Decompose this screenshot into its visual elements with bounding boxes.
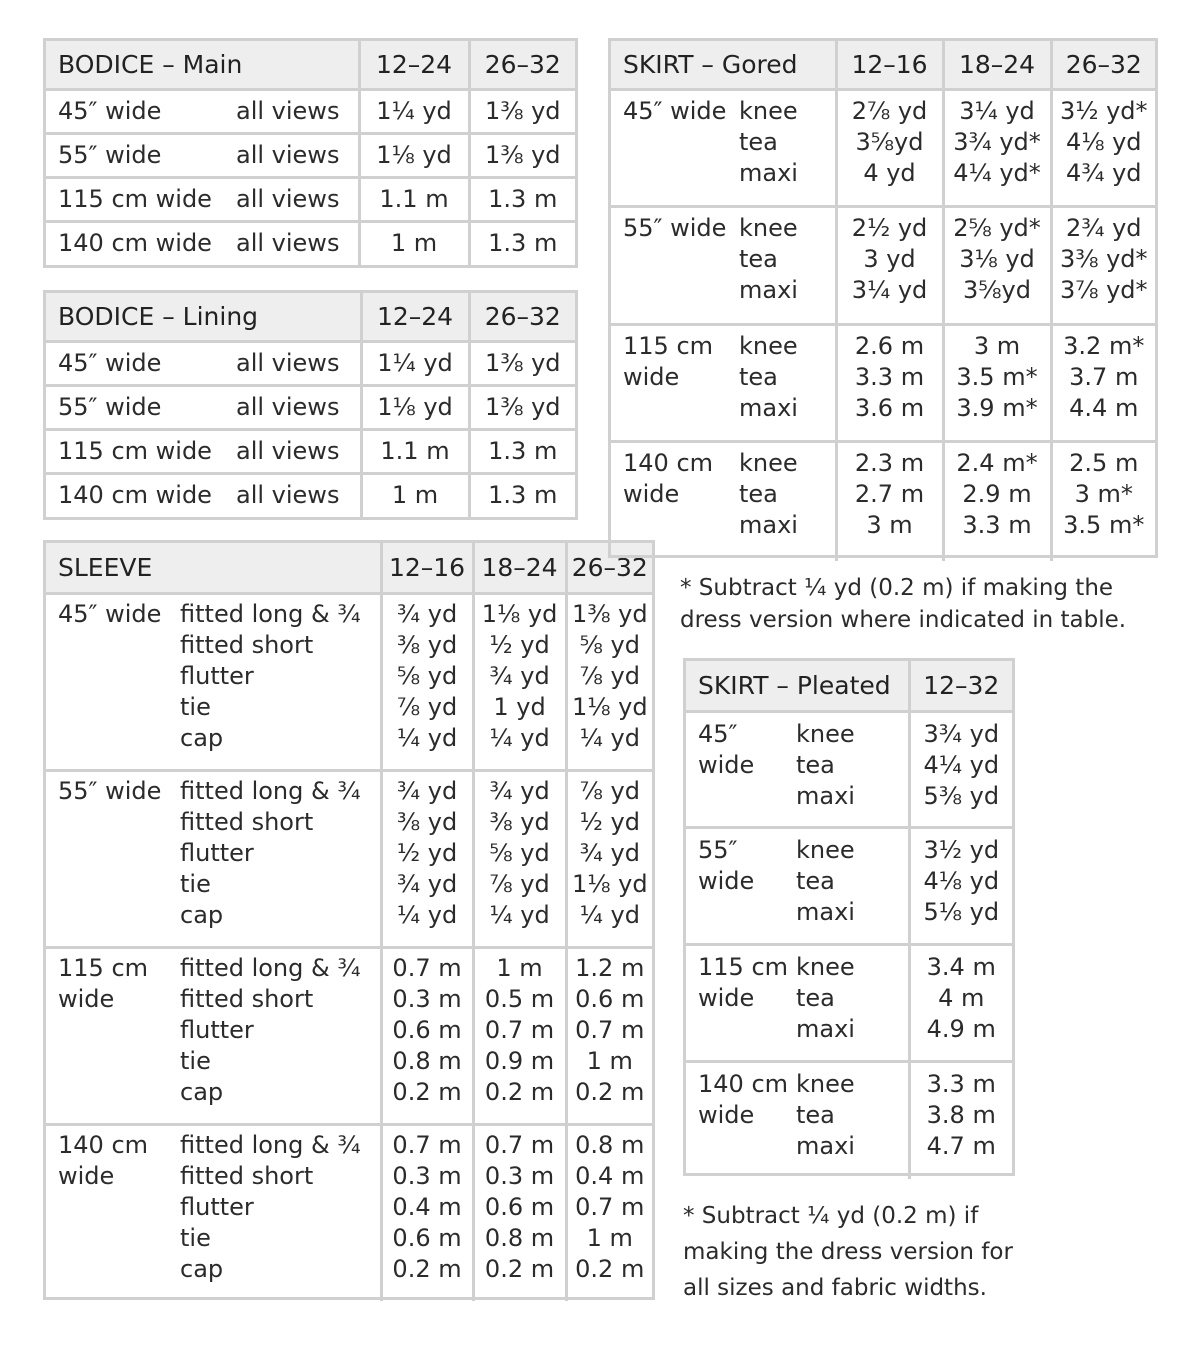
- width-label: 115 cm wide: [686, 944, 794, 1061]
- skirt-gored-table: [608, 38, 1158, 558]
- table-title: SLEEVE: [46, 543, 381, 593]
- width-label: 45″ wide: [611, 89, 737, 206]
- table-title: SKIRT – Gored: [611, 41, 836, 89]
- size-header: 18–24: [473, 543, 566, 593]
- table-row: [46, 429, 361, 473]
- yardage-cell: 3 m 3.5 m* 3.9 m*: [943, 324, 1051, 441]
- width-label: 55″ wide: [611, 206, 737, 324]
- width-label: 115 cm wide: [58, 184, 212, 213]
- width-label: 55″ wide: [686, 827, 794, 944]
- yardage-cell: 2⅝ yd* 3⅛ yd 3⅝yd: [943, 206, 1051, 324]
- yardage-cell: 3½ yd 4⅛ yd 5⅛ yd: [909, 827, 1012, 944]
- yardage-cell: 1⅛ yd ½ yd ¾ yd 1 yd ¼ yd: [473, 593, 566, 770]
- view-label: all views: [236, 96, 340, 125]
- yardage-cell: 1.1 m: [361, 429, 469, 473]
- table-title: BODICE – Main: [46, 41, 359, 89]
- width-label: 115 cm wide: [58, 436, 212, 465]
- yardage-cell: 1⅜ yd: [469, 89, 575, 133]
- view-label: all views: [236, 229, 340, 258]
- width-label: 45″ wide: [58, 348, 162, 377]
- yardage-cell: 1⅜ yd ⅝ yd ⅞ yd 1⅛ yd ¼ yd: [566, 593, 652, 770]
- yardage-cell: 1⅜ yd: [469, 385, 575, 429]
- skirt-pleated-table: [683, 658, 1015, 1176]
- size-header: 18–24: [943, 41, 1051, 89]
- yardage-cell: 0.7 m 0.3 m 0.6 m 0.8 m 0.2 m: [473, 1124, 566, 1301]
- yardage-cell: 1⅛ yd: [359, 133, 469, 177]
- yardage-cell: 1 m: [361, 473, 469, 517]
- view-label: all views: [236, 481, 340, 510]
- size-header: 26–32: [1051, 41, 1155, 89]
- yardage-cell: 3.2 m* 3.7 m 4.4 m: [1051, 324, 1155, 441]
- yardage-cell: 1.2 m 0.6 m 0.7 m 1 m 0.2 m: [566, 947, 652, 1124]
- length-list: knee tea maxi: [794, 944, 909, 1061]
- width-label: 140 cm wide: [58, 481, 212, 510]
- size-header: 12–24: [361, 293, 469, 341]
- width-label: 55″ wide: [46, 770, 170, 947]
- size-header: 12–24: [359, 41, 469, 89]
- yardage-cell: 3.4 m 4 m 4.9 m: [909, 944, 1012, 1061]
- gored-footnote: * Subtract ¼ yd (0.2 m) if making the dress version where indicated in table.: [680, 575, 1127, 633]
- width-label: 140 cm wide: [686, 1061, 794, 1179]
- view-label: all views: [236, 348, 340, 377]
- yardage-cell: 1¼ yd: [361, 341, 469, 385]
- yardage-cell: 1.3 m: [469, 429, 575, 473]
- yardage-cell: 1¼ yd: [359, 89, 469, 133]
- bodice-lining-table: [43, 290, 578, 520]
- width-label: 45″ wide: [58, 96, 162, 125]
- size-header: 12–16: [836, 41, 943, 89]
- view-label: all views: [236, 436, 340, 465]
- width-label: 115 cm wide: [611, 324, 737, 441]
- yardage-cell: 2.3 m 2.7 m 3 m: [836, 441, 943, 561]
- table-row: [46, 177, 359, 221]
- length-list: knee tea maxi: [737, 441, 836, 561]
- yardage-cell: 1⅛ yd: [361, 385, 469, 429]
- yardage-cell: ⅞ yd ½ yd ¾ yd 1⅛ yd ¼ yd: [566, 770, 652, 947]
- size-header: 12–16: [381, 543, 473, 593]
- yardage-cell: 1 m 0.5 m 0.7 m 0.9 m 0.2 m: [473, 947, 566, 1124]
- yardage-cell: 0.7 m 0.3 m 0.4 m 0.6 m 0.2 m: [381, 1124, 473, 1301]
- length-list: knee tea maxi: [794, 711, 909, 827]
- bodice-main-table: [43, 38, 578, 268]
- length-list: knee tea maxi: [737, 206, 836, 324]
- yardage-cell: ¾ yd ⅜ yd ⅝ yd ⅞ yd ¼ yd: [473, 770, 566, 947]
- yardage-cell: 1.1 m: [359, 177, 469, 221]
- width-label: 55″ wide: [58, 392, 162, 421]
- sleeve-style-list: fitted long & ¾ fitted short flutter tie cap: [170, 947, 381, 1124]
- yardage-cell: 2.4 m* 2.9 m 3.3 m: [943, 441, 1051, 561]
- length-list: knee tea maxi: [794, 1061, 909, 1179]
- view-label: all views: [236, 140, 340, 169]
- yardage-cell: 0.8 m 0.4 m 0.7 m 1 m 0.2 m: [566, 1124, 652, 1301]
- yardage-cell: ¾ yd ⅜ yd ⅝ yd ⅞ yd ¼ yd: [381, 593, 473, 770]
- size-header: 26–32: [469, 293, 575, 341]
- table-row: [46, 473, 361, 517]
- yardage-cell: 1⅜ yd: [469, 341, 575, 385]
- table-row: [46, 89, 359, 133]
- width-label: 115 cm wide: [46, 947, 170, 1124]
- table-row: [46, 221, 359, 265]
- yardage-cell: 1.3 m: [469, 177, 575, 221]
- width-label: 140 cm wide: [58, 229, 212, 258]
- width-label: 45″ wide: [686, 711, 794, 827]
- view-label: all views: [236, 184, 340, 213]
- width-label: 140 cm wide: [611, 441, 737, 561]
- sleeve-style-list: fitted long & ¾ fitted short flutter tie cap: [170, 593, 381, 770]
- yardage-cell: 2.6 m 3.3 m 3.6 m: [836, 324, 943, 441]
- yardage-cell: 3½ yd* 4⅛ yd 4¾ yd: [1051, 89, 1155, 206]
- width-label: 55″ wide: [58, 140, 162, 169]
- yardage-cell: 1 m: [359, 221, 469, 265]
- size-header: 26–32: [469, 41, 575, 89]
- size-header: 26–32: [566, 543, 652, 593]
- view-label: all views: [236, 392, 340, 421]
- table-row: [46, 385, 361, 429]
- yardage-cell: 1.3 m: [469, 221, 575, 265]
- yardage-cell: 3¾ yd 4¼ yd 5⅜ yd: [909, 711, 1012, 827]
- size-header: 12–32: [909, 661, 1012, 711]
- pleated-footnote: * Subtract ¼ yd (0.2 m) if making the dress version for all sizes and fabric widths.: [683, 1203, 1013, 1301]
- yardage-cell: 3¼ yd 3¾ yd* 4¼ yd*: [943, 89, 1051, 206]
- yardage-cell: 1.3 m: [469, 473, 575, 517]
- yardage-cell: 1⅜ yd: [469, 133, 575, 177]
- table-row: [46, 133, 359, 177]
- sleeve-style-list: fitted long & ¾ fitted short flutter tie cap: [170, 770, 381, 947]
- width-label: 140 cm wide: [46, 1124, 170, 1301]
- table-title: BODICE – Lining: [46, 293, 361, 341]
- yardage-cell: 0.7 m 0.3 m 0.6 m 0.8 m 0.2 m: [381, 947, 473, 1124]
- width-label: 45″ wide: [46, 593, 170, 770]
- length-list: knee tea maxi: [794, 827, 909, 944]
- table-title: SKIRT – Pleated: [686, 661, 909, 711]
- yardage-cell: 2.5 m 3 m* 3.5 m*: [1051, 441, 1155, 561]
- yardage-cell: 2¾ yd 3⅜ yd* 3⅞ yd*: [1051, 206, 1155, 324]
- length-list: knee tea maxi: [737, 324, 836, 441]
- sleeve-table: [43, 540, 655, 1300]
- yardage-cell: 2⅞ yd 3⅝yd 4 yd: [836, 89, 943, 206]
- sleeve-style-list: fitted long & ¾ fitted short flutter tie cap: [170, 1124, 381, 1301]
- table-row: [46, 341, 361, 385]
- yardage-cell: ¾ yd ⅜ yd ½ yd ¾ yd ¼ yd: [381, 770, 473, 947]
- length-list: knee tea maxi: [737, 89, 836, 206]
- yardage-cell: 2½ yd 3 yd 3¼ yd: [836, 206, 943, 324]
- yardage-cell: 3.3 m 3.8 m 4.7 m: [909, 1061, 1012, 1179]
